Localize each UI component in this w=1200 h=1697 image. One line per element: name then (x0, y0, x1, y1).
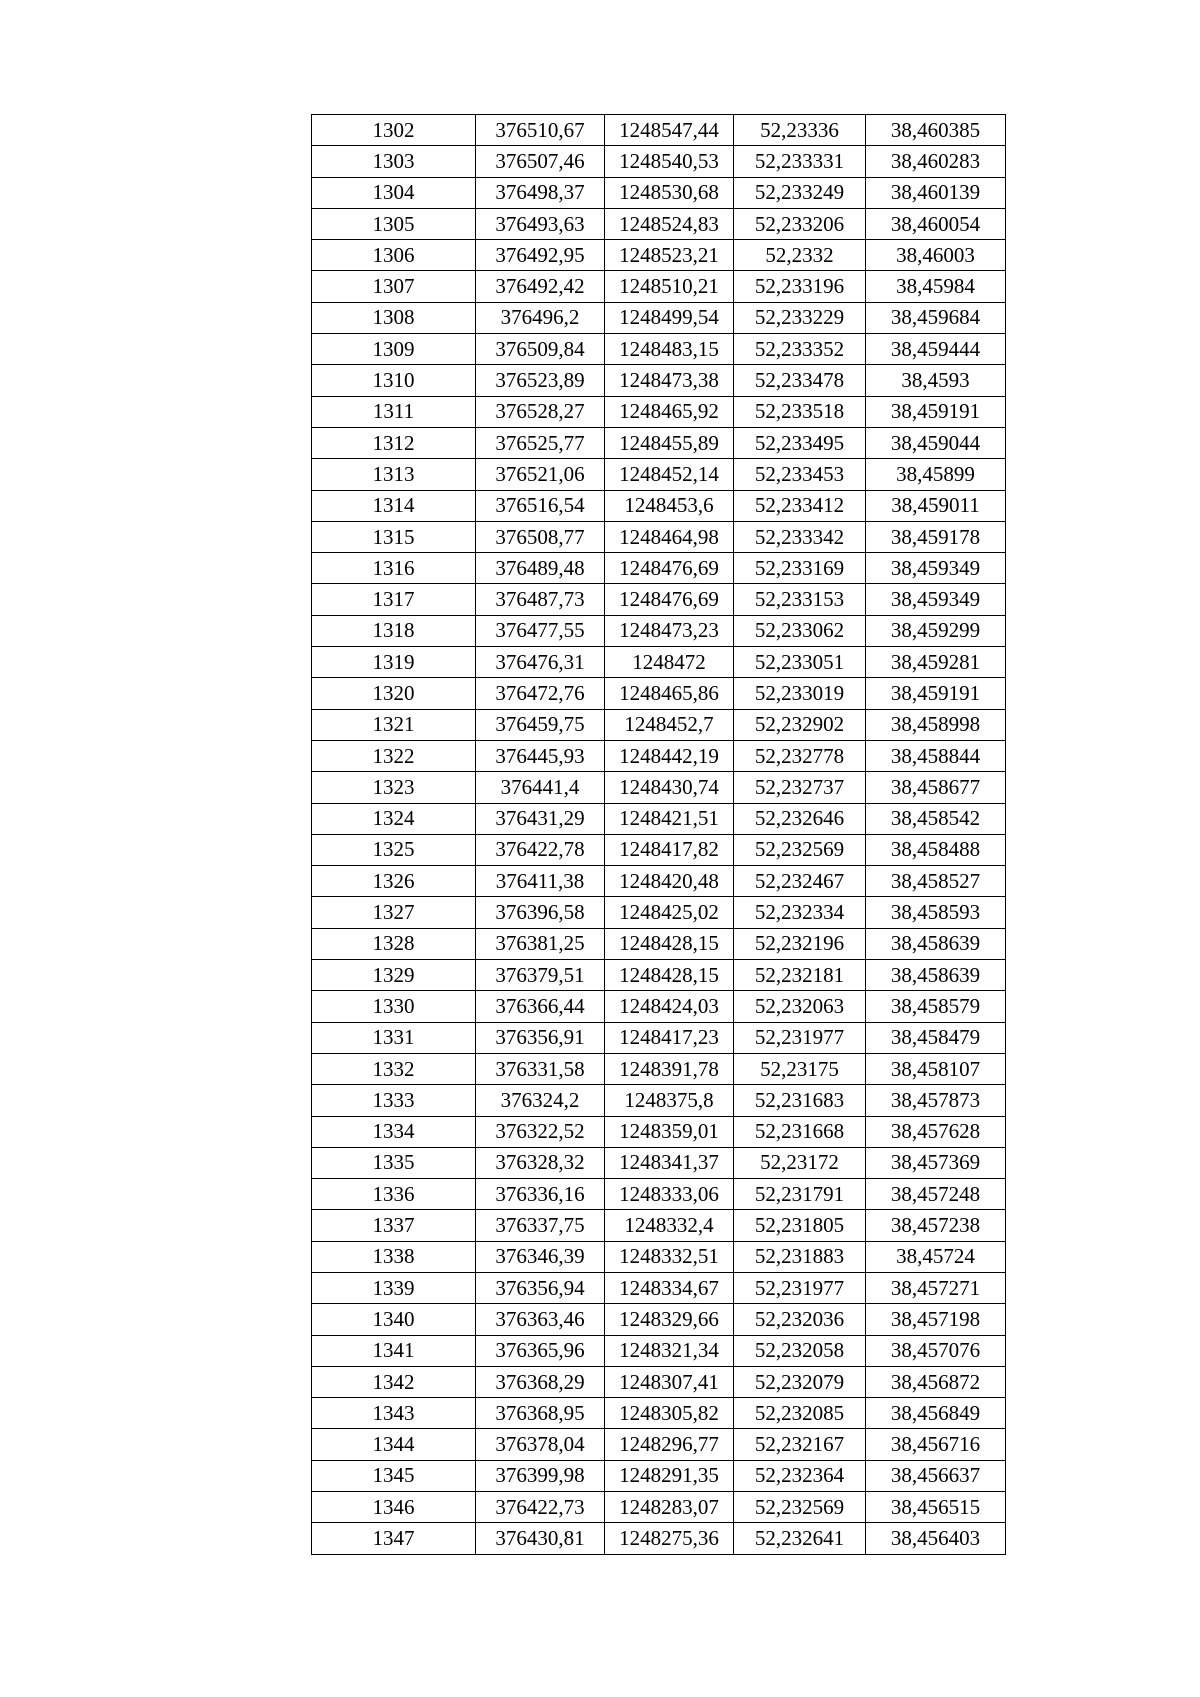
x-coordinate-cell: 376422,73 (476, 1492, 605, 1523)
x-coordinate-cell: 376396,58 (476, 897, 605, 928)
point-number-cell: 1311 (312, 396, 476, 427)
y-coordinate-cell: 1248524,83 (605, 208, 734, 239)
x-coordinate-cell: 376445,93 (476, 740, 605, 771)
y-coordinate-cell: 1248424,03 (605, 991, 734, 1022)
y-coordinate-cell: 1248341,37 (605, 1147, 734, 1178)
x-coordinate-cell: 376356,91 (476, 1022, 605, 1053)
x-coordinate-cell: 376516,54 (476, 490, 605, 521)
latitude-cell: 52,233169 (734, 553, 866, 584)
point-number-cell: 1320 (312, 678, 476, 709)
table-row (312, 1523, 1006, 1554)
latitude-cell: 52,233229 (734, 302, 866, 333)
point-number-cell: 1336 (312, 1179, 476, 1210)
latitude-cell: 52,2332 (734, 240, 866, 271)
y-coordinate-cell: 1248296,77 (605, 1429, 734, 1460)
point-number-cell: 1344 (312, 1429, 476, 1460)
y-coordinate-cell: 1248291,35 (605, 1460, 734, 1491)
point-number-cell: 1329 (312, 960, 476, 991)
latitude-cell: 52,232196 (734, 928, 866, 959)
y-coordinate-cell: 1248472 (605, 647, 734, 678)
point-number-cell: 1342 (312, 1366, 476, 1397)
longitude-cell: 38,459011 (866, 490, 1006, 521)
point-number-cell: 1319 (312, 647, 476, 678)
table-row (312, 334, 1006, 365)
latitude-cell: 52,233051 (734, 647, 866, 678)
y-coordinate-cell: 1248421,51 (605, 803, 734, 834)
longitude-cell: 38,457198 (866, 1304, 1006, 1335)
table-row (312, 1053, 1006, 1084)
latitude-cell: 52,232902 (734, 709, 866, 740)
table-row (312, 553, 1006, 584)
table-row (312, 1335, 1006, 1366)
latitude-cell: 52,23172 (734, 1147, 866, 1178)
y-coordinate-cell: 1248455,89 (605, 427, 734, 458)
point-number-cell: 1347 (312, 1523, 476, 1554)
longitude-cell: 38,4593 (866, 365, 1006, 396)
x-coordinate-cell: 376525,77 (476, 427, 605, 458)
y-coordinate-cell: 1248473,38 (605, 365, 734, 396)
table-row (312, 146, 1006, 177)
x-coordinate-cell: 376336,16 (476, 1179, 605, 1210)
table-row (312, 709, 1006, 740)
latitude-cell: 52,233062 (734, 615, 866, 646)
point-number-cell: 1310 (312, 365, 476, 396)
point-number-cell: 1309 (312, 334, 476, 365)
longitude-cell: 38,458479 (866, 1022, 1006, 1053)
x-coordinate-cell: 376368,29 (476, 1366, 605, 1397)
point-number-cell: 1312 (312, 427, 476, 458)
table-row (312, 1210, 1006, 1241)
coordinates-table-body (312, 115, 1006, 1555)
y-coordinate-cell: 1248321,34 (605, 1335, 734, 1366)
y-coordinate-cell: 1248523,21 (605, 240, 734, 271)
table-row (312, 427, 1006, 458)
table-row (312, 1116, 1006, 1147)
point-number-cell: 1325 (312, 834, 476, 865)
latitude-cell: 52,231977 (734, 1022, 866, 1053)
longitude-cell: 38,458593 (866, 897, 1006, 928)
point-number-cell: 1304 (312, 177, 476, 208)
longitude-cell: 38,458542 (866, 803, 1006, 834)
x-coordinate-cell: 376337,75 (476, 1210, 605, 1241)
table-row (312, 991, 1006, 1022)
table-row (312, 740, 1006, 771)
point-number-cell: 1306 (312, 240, 476, 271)
longitude-cell: 38,457238 (866, 1210, 1006, 1241)
point-number-cell: 1305 (312, 208, 476, 239)
point-number-cell: 1327 (312, 897, 476, 928)
point-number-cell: 1346 (312, 1492, 476, 1523)
y-coordinate-cell: 1248476,69 (605, 584, 734, 615)
table-row (312, 208, 1006, 239)
y-coordinate-cell: 1248305,82 (605, 1398, 734, 1429)
point-number-cell: 1315 (312, 521, 476, 552)
point-number-cell: 1323 (312, 772, 476, 803)
x-coordinate-cell: 376493,63 (476, 208, 605, 239)
x-coordinate-cell: 376523,89 (476, 365, 605, 396)
latitude-cell: 52,233153 (734, 584, 866, 615)
table-row (312, 1492, 1006, 1523)
x-coordinate-cell: 376472,76 (476, 678, 605, 709)
x-coordinate-cell: 376441,4 (476, 772, 605, 803)
point-number-cell: 1302 (312, 115, 476, 146)
table-row (312, 1460, 1006, 1491)
table-row (312, 834, 1006, 865)
x-coordinate-cell: 376431,29 (476, 803, 605, 834)
table-row (312, 302, 1006, 333)
longitude-cell: 38,458639 (866, 928, 1006, 959)
x-coordinate-cell: 376381,25 (476, 928, 605, 959)
y-coordinate-cell: 1248465,86 (605, 678, 734, 709)
table-row (312, 803, 1006, 834)
table-row (312, 615, 1006, 646)
point-number-cell: 1339 (312, 1272, 476, 1303)
latitude-cell: 52,233331 (734, 146, 866, 177)
point-number-cell: 1337 (312, 1210, 476, 1241)
latitude-cell: 52,231977 (734, 1272, 866, 1303)
longitude-cell: 38,459444 (866, 334, 1006, 365)
x-coordinate-cell: 376528,27 (476, 396, 605, 427)
latitude-cell: 52,231668 (734, 1116, 866, 1147)
latitude-cell: 52,232641 (734, 1523, 866, 1554)
longitude-cell: 38,457873 (866, 1085, 1006, 1116)
latitude-cell: 52,232646 (734, 803, 866, 834)
point-number-cell: 1334 (312, 1116, 476, 1147)
table-row (312, 1304, 1006, 1335)
table-row (312, 647, 1006, 678)
y-coordinate-cell: 1248442,19 (605, 740, 734, 771)
latitude-cell: 52,232085 (734, 1398, 866, 1429)
longitude-cell: 38,45724 (866, 1241, 1006, 1272)
x-coordinate-cell: 376489,48 (476, 553, 605, 584)
y-coordinate-cell: 1248359,01 (605, 1116, 734, 1147)
table-row (312, 459, 1006, 490)
y-coordinate-cell: 1248473,23 (605, 615, 734, 646)
latitude-cell: 52,233495 (734, 427, 866, 458)
x-coordinate-cell: 376492,42 (476, 271, 605, 302)
y-coordinate-cell: 1248540,53 (605, 146, 734, 177)
latitude-cell: 52,231805 (734, 1210, 866, 1241)
point-number-cell: 1308 (312, 302, 476, 333)
coordinates-table (311, 114, 1006, 1555)
latitude-cell: 52,233453 (734, 459, 866, 490)
y-coordinate-cell: 1248375,8 (605, 1085, 734, 1116)
y-coordinate-cell: 1248425,02 (605, 897, 734, 928)
longitude-cell: 38,458844 (866, 740, 1006, 771)
latitude-cell: 52,23336 (734, 115, 866, 146)
longitude-cell: 38,459191 (866, 396, 1006, 427)
y-coordinate-cell: 1248430,74 (605, 772, 734, 803)
point-number-cell: 1303 (312, 146, 476, 177)
longitude-cell: 38,459178 (866, 521, 1006, 552)
x-coordinate-cell: 376459,75 (476, 709, 605, 740)
latitude-cell: 52,23175 (734, 1053, 866, 1084)
latitude-cell: 52,233196 (734, 271, 866, 302)
longitude-cell: 38,459299 (866, 615, 1006, 646)
point-number-cell: 1326 (312, 866, 476, 897)
latitude-cell: 52,233206 (734, 208, 866, 239)
point-number-cell: 1324 (312, 803, 476, 834)
table-row (312, 1272, 1006, 1303)
y-coordinate-cell: 1248417,23 (605, 1022, 734, 1053)
x-coordinate-cell: 376322,52 (476, 1116, 605, 1147)
latitude-cell: 52,232737 (734, 772, 866, 803)
y-coordinate-cell: 1248307,41 (605, 1366, 734, 1397)
table-row (312, 866, 1006, 897)
x-coordinate-cell: 376430,81 (476, 1523, 605, 1554)
longitude-cell: 38,459684 (866, 302, 1006, 333)
longitude-cell: 38,457369 (866, 1147, 1006, 1178)
point-number-cell: 1330 (312, 991, 476, 1022)
point-number-cell: 1343 (312, 1398, 476, 1429)
table-row (312, 396, 1006, 427)
longitude-cell: 38,45984 (866, 271, 1006, 302)
x-coordinate-cell: 376366,44 (476, 991, 605, 1022)
x-coordinate-cell: 376422,78 (476, 834, 605, 865)
x-coordinate-cell: 376378,04 (476, 1429, 605, 1460)
latitude-cell: 52,233342 (734, 521, 866, 552)
latitude-cell: 52,232181 (734, 960, 866, 991)
point-number-cell: 1318 (312, 615, 476, 646)
table-row (312, 1241, 1006, 1272)
longitude-cell: 38,460385 (866, 115, 1006, 146)
latitude-cell: 52,232058 (734, 1335, 866, 1366)
longitude-cell: 38,459349 (866, 584, 1006, 615)
x-coordinate-cell: 376363,46 (476, 1304, 605, 1335)
latitude-cell: 52,232778 (734, 740, 866, 771)
x-coordinate-cell: 376379,51 (476, 960, 605, 991)
table-row (312, 177, 1006, 208)
y-coordinate-cell: 1248428,15 (605, 960, 734, 991)
x-coordinate-cell: 376328,32 (476, 1147, 605, 1178)
y-coordinate-cell: 1248510,21 (605, 271, 734, 302)
y-coordinate-cell: 1248452,14 (605, 459, 734, 490)
x-coordinate-cell: 376507,46 (476, 146, 605, 177)
longitude-cell: 38,458107 (866, 1053, 1006, 1084)
longitude-cell: 38,460054 (866, 208, 1006, 239)
latitude-cell: 52,233478 (734, 365, 866, 396)
latitude-cell: 52,232569 (734, 834, 866, 865)
point-number-cell: 1338 (312, 1241, 476, 1272)
longitude-cell: 38,458488 (866, 834, 1006, 865)
table-row (312, 772, 1006, 803)
latitude-cell: 52,232036 (734, 1304, 866, 1335)
latitude-cell: 52,232569 (734, 1492, 866, 1523)
longitude-cell: 38,460283 (866, 146, 1006, 177)
longitude-cell: 38,456716 (866, 1429, 1006, 1460)
y-coordinate-cell: 1248333,06 (605, 1179, 734, 1210)
latitude-cell: 52,232167 (734, 1429, 866, 1460)
longitude-cell: 38,456637 (866, 1460, 1006, 1491)
longitude-cell: 38,458639 (866, 960, 1006, 991)
longitude-cell: 38,457271 (866, 1272, 1006, 1303)
latitude-cell: 52,233249 (734, 177, 866, 208)
longitude-cell: 38,460139 (866, 177, 1006, 208)
table-row (312, 365, 1006, 396)
y-coordinate-cell: 1248329,66 (605, 1304, 734, 1335)
point-number-cell: 1307 (312, 271, 476, 302)
y-coordinate-cell: 1248453,6 (605, 490, 734, 521)
longitude-cell: 38,456515 (866, 1492, 1006, 1523)
longitude-cell: 38,458579 (866, 991, 1006, 1022)
y-coordinate-cell: 1248275,36 (605, 1523, 734, 1554)
longitude-cell: 38,457248 (866, 1179, 1006, 1210)
x-coordinate-cell: 376510,67 (476, 115, 605, 146)
x-coordinate-cell: 376509,84 (476, 334, 605, 365)
y-coordinate-cell: 1248464,98 (605, 521, 734, 552)
point-number-cell: 1321 (312, 709, 476, 740)
point-number-cell: 1345 (312, 1460, 476, 1491)
y-coordinate-cell: 1248452,7 (605, 709, 734, 740)
latitude-cell: 52,233352 (734, 334, 866, 365)
longitude-cell: 38,45899 (866, 459, 1006, 490)
y-coordinate-cell: 1248420,48 (605, 866, 734, 897)
y-coordinate-cell: 1248417,82 (605, 834, 734, 865)
latitude-cell: 52,232334 (734, 897, 866, 928)
table-row (312, 1085, 1006, 1116)
table-row (312, 1022, 1006, 1053)
longitude-cell: 38,458998 (866, 709, 1006, 740)
latitude-cell: 52,232063 (734, 991, 866, 1022)
point-number-cell: 1314 (312, 490, 476, 521)
x-coordinate-cell: 376399,98 (476, 1460, 605, 1491)
point-number-cell: 1317 (312, 584, 476, 615)
latitude-cell: 52,233019 (734, 678, 866, 709)
x-coordinate-cell: 376324,2 (476, 1085, 605, 1116)
table-row (312, 1179, 1006, 1210)
x-coordinate-cell: 376496,2 (476, 302, 605, 333)
latitude-cell: 52,233518 (734, 396, 866, 427)
table-row (312, 271, 1006, 302)
longitude-cell: 38,456849 (866, 1398, 1006, 1429)
longitude-cell: 38,459349 (866, 553, 1006, 584)
y-coordinate-cell: 1248428,15 (605, 928, 734, 959)
table-row (312, 1147, 1006, 1178)
table-row (312, 1398, 1006, 1429)
x-coordinate-cell: 376476,31 (476, 647, 605, 678)
point-number-cell: 1322 (312, 740, 476, 771)
latitude-cell: 52,231683 (734, 1085, 866, 1116)
table-row (312, 584, 1006, 615)
point-number-cell: 1313 (312, 459, 476, 490)
longitude-cell: 38,458677 (866, 772, 1006, 803)
x-coordinate-cell: 376487,73 (476, 584, 605, 615)
y-coordinate-cell: 1248530,68 (605, 177, 734, 208)
longitude-cell: 38,459191 (866, 678, 1006, 709)
point-number-cell: 1328 (312, 928, 476, 959)
x-coordinate-cell: 376477,55 (476, 615, 605, 646)
longitude-cell: 38,459044 (866, 427, 1006, 458)
x-coordinate-cell: 376521,06 (476, 459, 605, 490)
table-row (312, 1366, 1006, 1397)
y-coordinate-cell: 1248547,44 (605, 115, 734, 146)
y-coordinate-cell: 1248465,92 (605, 396, 734, 427)
longitude-cell: 38,458527 (866, 866, 1006, 897)
y-coordinate-cell: 1248334,67 (605, 1272, 734, 1303)
table-row (312, 678, 1006, 709)
point-number-cell: 1340 (312, 1304, 476, 1335)
table-row (312, 115, 1006, 146)
table-row (312, 240, 1006, 271)
y-coordinate-cell: 1248499,54 (605, 302, 734, 333)
table-row (312, 521, 1006, 552)
table-row (312, 490, 1006, 521)
x-coordinate-cell: 376356,94 (476, 1272, 605, 1303)
x-coordinate-cell: 376492,95 (476, 240, 605, 271)
point-number-cell: 1333 (312, 1085, 476, 1116)
latitude-cell: 52,232467 (734, 866, 866, 897)
latitude-cell: 52,232079 (734, 1366, 866, 1397)
latitude-cell: 52,233412 (734, 490, 866, 521)
y-coordinate-cell: 1248483,15 (605, 334, 734, 365)
y-coordinate-cell: 1248391,78 (605, 1053, 734, 1084)
y-coordinate-cell: 1248332,51 (605, 1241, 734, 1272)
x-coordinate-cell: 376508,77 (476, 521, 605, 552)
y-coordinate-cell: 1248283,07 (605, 1492, 734, 1523)
table-row (312, 897, 1006, 928)
longitude-cell: 38,459281 (866, 647, 1006, 678)
point-number-cell: 1341 (312, 1335, 476, 1366)
x-coordinate-cell: 376498,37 (476, 177, 605, 208)
table-row (312, 928, 1006, 959)
point-number-cell: 1332 (312, 1053, 476, 1084)
y-coordinate-cell: 1248476,69 (605, 553, 734, 584)
table-row (312, 960, 1006, 991)
longitude-cell: 38,457076 (866, 1335, 1006, 1366)
x-coordinate-cell: 376331,58 (476, 1053, 605, 1084)
x-coordinate-cell: 376346,39 (476, 1241, 605, 1272)
y-coordinate-cell: 1248332,4 (605, 1210, 734, 1241)
point-number-cell: 1316 (312, 553, 476, 584)
longitude-cell: 38,456403 (866, 1523, 1006, 1554)
longitude-cell: 38,457628 (866, 1116, 1006, 1147)
point-number-cell: 1331 (312, 1022, 476, 1053)
x-coordinate-cell: 376365,96 (476, 1335, 605, 1366)
longitude-cell: 38,46003 (866, 240, 1006, 271)
longitude-cell: 38,456872 (866, 1366, 1006, 1397)
latitude-cell: 52,231791 (734, 1179, 866, 1210)
point-number-cell: 1335 (312, 1147, 476, 1178)
x-coordinate-cell: 376411,38 (476, 866, 605, 897)
table-row (312, 1429, 1006, 1460)
x-coordinate-cell: 376368,95 (476, 1398, 605, 1429)
latitude-cell: 52,232364 (734, 1460, 866, 1491)
latitude-cell: 52,231883 (734, 1241, 866, 1272)
